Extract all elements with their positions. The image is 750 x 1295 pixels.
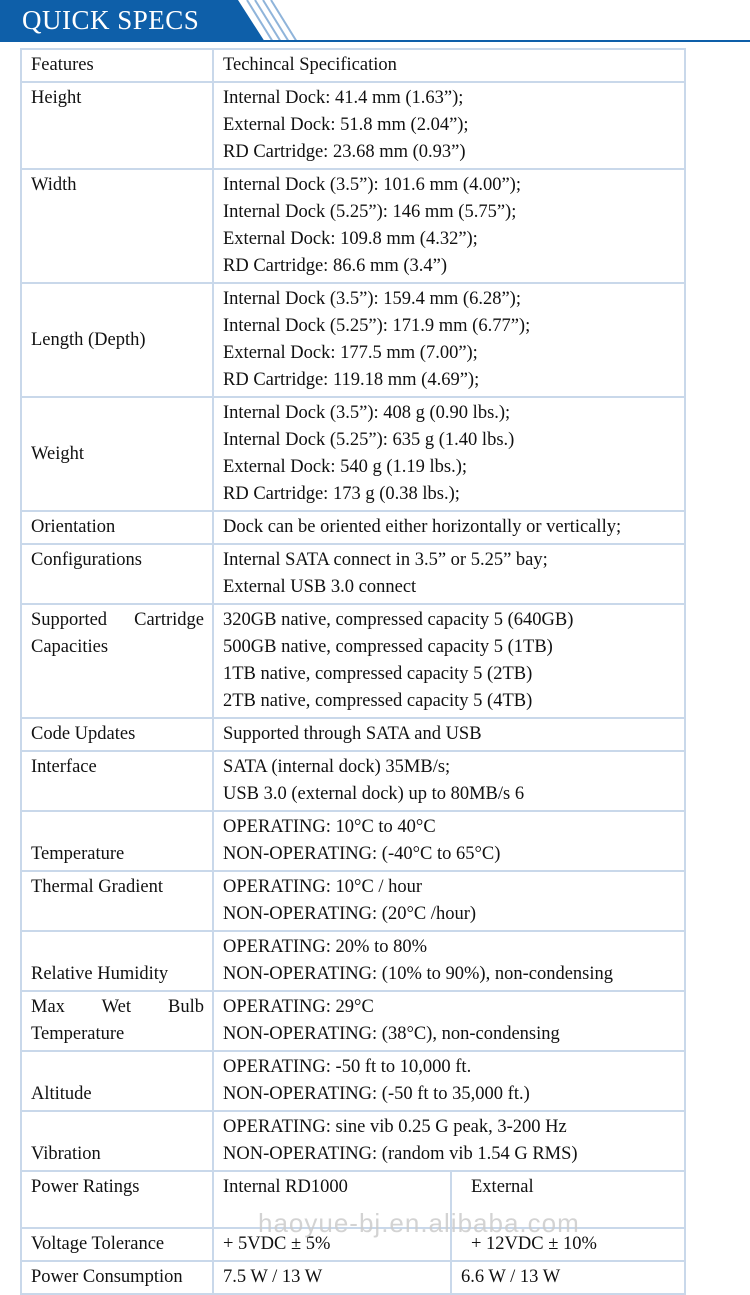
feature-weight: Weight xyxy=(21,397,213,511)
table-row xyxy=(21,544,685,604)
spec-line: NON-OPERATING: (-40°C to 65°C) xyxy=(223,844,501,864)
table-row xyxy=(21,82,685,169)
specs-table xyxy=(20,48,686,1295)
quick-specs-header xyxy=(0,0,750,42)
spec-line: External Dock: 51.8 mm (2.04”); xyxy=(223,115,469,135)
feature-max-wet-bulb: Max Wet Bulb Temperature xyxy=(21,991,213,1051)
table-row xyxy=(21,991,685,1051)
voltage-external: + 12VDC ± 10% xyxy=(451,1228,685,1261)
power-external-header: External xyxy=(451,1171,685,1228)
voltage-internal: + 5VDC ± 5% xyxy=(213,1228,451,1261)
table-row xyxy=(21,511,685,544)
table-row-power-consumption xyxy=(21,1261,685,1294)
spec-line: Internal Dock: 41.4 mm (1.63”); xyxy=(223,88,464,108)
feature-orientation: Orientation xyxy=(21,511,213,544)
spec-line: OPERATING: 10°C to 40°C xyxy=(223,817,436,837)
spec-line: Supported through SATA and USB xyxy=(223,724,482,744)
spec-line: External Dock: 540 g (1.19 lbs.); xyxy=(223,457,468,477)
spec-line: NON-OPERATING: (-50 ft to 35,000 ft.) xyxy=(223,1084,530,1104)
spec-cell xyxy=(213,871,685,931)
spec-line: RD Cartridge: 86.6 mm (3.4”) xyxy=(223,256,448,276)
spec-line: 1TB native, compressed capacity 5 (2TB) xyxy=(223,664,533,684)
feature-code-updates: Code Updates xyxy=(21,718,213,751)
spec-line: Internal SATA connect in 3.5” or 5.25” bay; xyxy=(223,550,548,570)
feature-length: Length (Depth) xyxy=(21,283,213,397)
feature-cartridge-capacities: Supported Cartridge Capacities xyxy=(21,604,213,718)
spec-cell xyxy=(213,718,685,751)
table-row xyxy=(21,1051,685,1111)
feature-configurations: Configurations xyxy=(21,544,213,604)
spec-line: Internal Dock (3.5”): 101.6 mm (4.00”); xyxy=(223,175,521,195)
spec-line: OPERATING: 29°C xyxy=(223,997,374,1017)
consumption-external: 6.6 W / 13 W xyxy=(451,1261,685,1294)
spec-line: External USB 3.0 connect xyxy=(223,577,417,597)
feature-thermal-gradient: Thermal Gradient xyxy=(21,871,213,931)
feature-altitude: Altitude xyxy=(21,1051,213,1111)
feature-power-ratings: Power Ratings xyxy=(21,1171,213,1228)
spec-line: Internal Dock (3.5”): 408 g (0.90 lbs.); xyxy=(223,403,511,423)
spec-line: External Dock: 177.5 mm (7.00”); xyxy=(223,343,478,363)
table-header-row xyxy=(21,49,685,82)
header-title: QUICK SPECS xyxy=(22,5,200,35)
feature-relative-humidity: Relative Humidity xyxy=(21,931,213,991)
consumption-internal: 7.5 W / 13 W xyxy=(213,1261,451,1294)
spec-line: Dock can be oriented either horizontally or vertically; xyxy=(223,517,622,537)
spec-cell xyxy=(213,511,685,544)
spec-line: OPERATING: -50 ft to 10,000 ft. xyxy=(223,1057,472,1077)
table-row xyxy=(21,604,685,718)
spec-line: NON-OPERATING: (random vib 1.54 G RMS) xyxy=(223,1144,578,1164)
spec-cell xyxy=(213,604,685,718)
feature-power-consumption: Power Consumption xyxy=(21,1261,213,1294)
column-header-features: Features xyxy=(21,49,213,82)
power-internal-header: Internal RD1000 xyxy=(213,1171,451,1228)
spec-cell xyxy=(213,397,685,511)
spec-line: 320GB native, compressed capacity 5 (640GB) xyxy=(223,610,574,630)
table-row xyxy=(21,169,685,283)
spec-line: Internal Dock (3.5”): 159.4 mm (6.28”); xyxy=(223,289,521,309)
spec-line: Internal Dock (5.25”): 635 g (1.40 lbs.) xyxy=(223,430,515,450)
spec-line: USB 3.0 (external dock) up to 80MB/s 6 xyxy=(223,784,525,804)
feature-vibration: Vibration xyxy=(21,1111,213,1171)
table-row xyxy=(21,931,685,991)
spec-cell xyxy=(213,811,685,871)
spec-line: RD Cartridge: 119.18 mm (4.69”); xyxy=(223,370,480,390)
feature-temperature: Temperature xyxy=(21,811,213,871)
spec-cell xyxy=(213,1111,685,1171)
spec-line: OPERATING: 10°C / hour xyxy=(223,877,423,897)
spec-line: 500GB native, compressed capacity 5 (1TB) xyxy=(223,637,553,657)
table-row xyxy=(21,397,685,511)
watermark: haoyue-bj.en.alibaba.com xyxy=(258,1208,580,1238)
spec-cell xyxy=(213,991,685,1051)
spec-cell xyxy=(213,1051,685,1111)
table-row xyxy=(21,718,685,751)
spec-cell xyxy=(213,931,685,991)
spec-cell xyxy=(213,751,685,811)
feature-height: Height xyxy=(21,82,213,169)
spec-line: RD Cartridge: 23.68 mm (0.93”) xyxy=(223,142,466,162)
spec-cell xyxy=(213,82,685,169)
table-row xyxy=(21,283,685,397)
spec-line: Internal Dock (5.25”): 146 mm (5.75”); xyxy=(223,202,517,222)
spec-line: RD Cartridge: 173 g (0.38 lbs.); xyxy=(223,484,460,504)
table-row xyxy=(21,811,685,871)
feature-width: Width xyxy=(21,169,213,283)
table-row xyxy=(21,751,685,811)
table-row xyxy=(21,871,685,931)
feature-interface: Interface xyxy=(21,751,213,811)
spec-cell xyxy=(213,169,685,283)
spec-line: OPERATING: 20% to 80% xyxy=(223,937,428,957)
spec-line: External Dock: 109.8 mm (4.32”); xyxy=(223,229,478,249)
spec-line: Internal Dock (5.25”): 171.9 mm (6.77”); xyxy=(223,316,531,336)
table-row xyxy=(21,1111,685,1171)
feature-voltage-tolerance: Voltage Tolerance xyxy=(21,1228,213,1261)
column-header-spec: Techincal Specification xyxy=(213,49,685,82)
spec-line: 2TB native, compressed capacity 5 (4TB) xyxy=(223,691,533,711)
spec-line: NON-OPERATING: (20°C /hour) xyxy=(223,904,477,924)
spec-cell xyxy=(213,544,685,604)
spec-cell xyxy=(213,283,685,397)
spec-line: OPERATING: sine vib 0.25 G peak, 3-200 Hz xyxy=(223,1117,567,1137)
spec-line: NON-OPERATING: (10% to 90%), non-condensing xyxy=(223,964,613,984)
spec-line: NON-OPERATING: (38°C), non-condensing xyxy=(223,1024,560,1044)
spec-line: SATA (internal dock) 35MB/s; xyxy=(223,757,451,777)
